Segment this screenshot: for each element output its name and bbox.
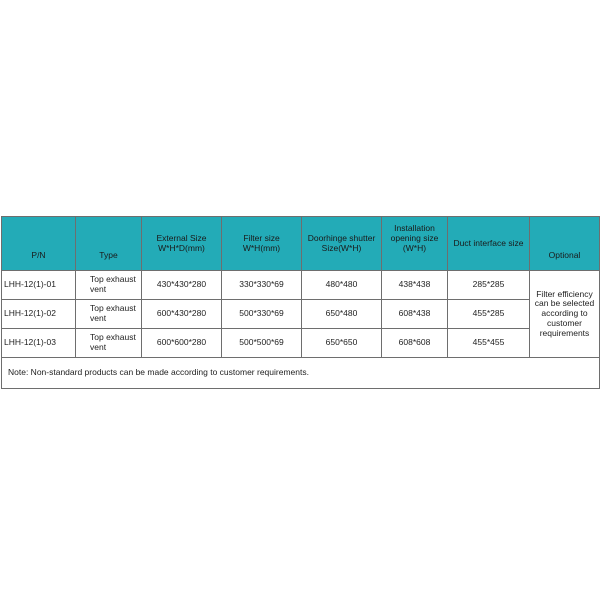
cell-installation-size: 438*438 [382,271,448,300]
cell-filter-size: 500*330*69 [222,300,302,329]
table-row [2,329,600,358]
header-installation-size: Installation opening size (W*H) [382,217,448,271]
cell-type: Top exhaust vent [76,329,142,358]
table-row [2,300,600,329]
cell-external-size: 430*430*280 [142,271,222,300]
cell-filter-size: 500*500*69 [222,329,302,358]
cell-pn: LHH-12(1)-01 [2,271,76,300]
cell-type: Top exhaust vent [76,271,142,300]
cell-type: Top exhaust vent [76,300,142,329]
cell-door-size: 650*650 [302,329,382,358]
header-pn: P/N [2,217,76,271]
cell-external-size: 600*600*280 [142,329,222,358]
table-footnote: Note: Non-standard products can be made according to customer requirements. [2,358,600,389]
table-row [2,271,600,300]
note-row [2,358,600,389]
header-row [2,217,600,271]
header-duct-interface-size: Duct interface size [448,217,530,271]
header-door-size: Doorhinge shutter Size(W*H) [302,217,382,271]
header-external-size: External Size W*H*D(mm) [142,217,222,271]
cell-duct-size: 455*285 [448,300,530,329]
header-type: Type [76,217,142,271]
cell-pn: LHH-12(1)-03 [2,329,76,358]
cell-pn: LHH-12(1)-02 [2,300,76,329]
cell-duct-size: 455*455 [448,329,530,358]
cell-door-size: 480*480 [302,271,382,300]
cell-installation-size: 608*608 [382,329,448,358]
header-optional: Optional [530,217,600,271]
cell-external-size: 600*430*280 [142,300,222,329]
cell-door-size: 650*480 [302,300,382,329]
cell-optional-note: Filter efficiency can be selected according to customer requirements [530,271,600,358]
cell-filter-size: 330*330*69 [222,271,302,300]
cell-duct-size: 285*285 [448,271,530,300]
specification-table [1,216,600,389]
header-filter-size: Filter size W*H(mm) [222,217,302,271]
cell-installation-size: 608*438 [382,300,448,329]
